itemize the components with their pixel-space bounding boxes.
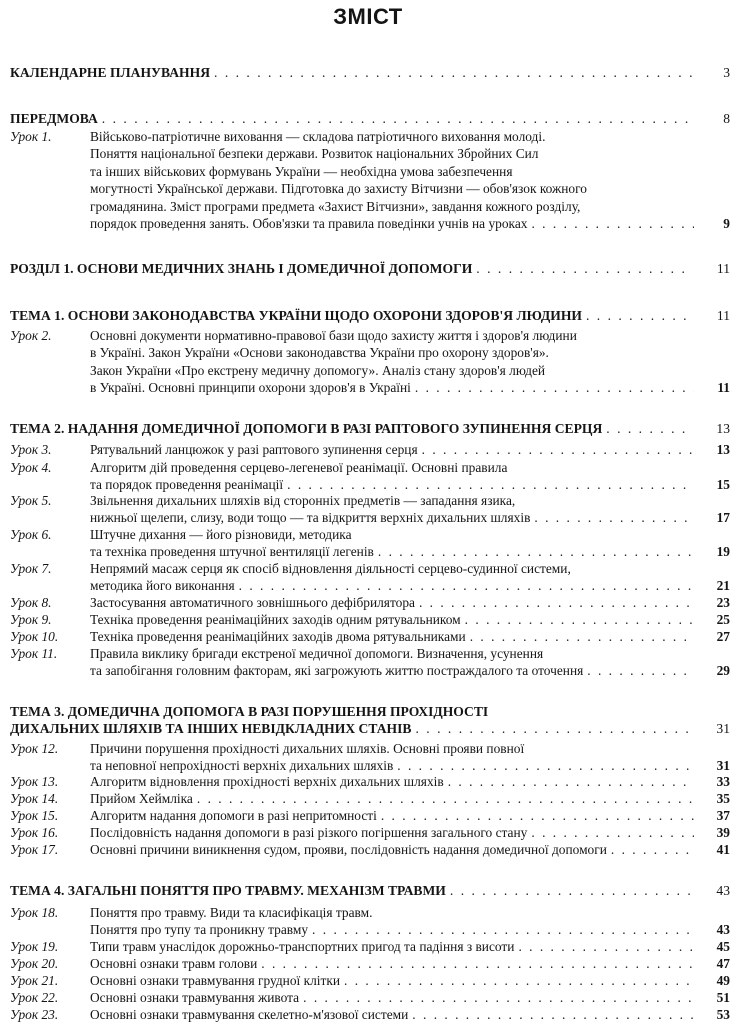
lesson-text: Алгоритм дій проведення серцево-легеневої реанімації. Основні правила bbox=[90, 460, 508, 475]
lesson-description bbox=[90, 955, 730, 972]
heading-text: ДИХАЛЬНИХ ШЛЯХІВ ТА ІНШИХ НЕВІДКЛАДНИХ СТАНІВ bbox=[10, 721, 412, 736]
lesson-text: порядок проведення занять. Обов'язки та правила поведінки учнів на уроках bbox=[90, 216, 528, 232]
lesson-description bbox=[90, 492, 730, 527]
lesson-label: Урок 19. bbox=[10, 939, 59, 954]
lesson-label: Урок 3. bbox=[10, 442, 52, 457]
leader-dots bbox=[470, 628, 694, 645]
lesson-text: Прийом Хеймліка bbox=[90, 791, 193, 806]
page-number: 15 bbox=[716, 477, 730, 493]
lesson-label: Урок 2. bbox=[10, 328, 52, 343]
page-number: 13 bbox=[716, 442, 730, 457]
page-number: 17 bbox=[716, 510, 730, 526]
leader-dots bbox=[587, 662, 694, 679]
heading-text: ТЕМА 1. ОСНОВИ ЗАКОНОДАВСТВА УКРАЇНИ ЩОДО ОХОРОНИ ЗДОРОВ'Я ЛЮДИНИ bbox=[10, 308, 582, 323]
lesson-label: Урок 16. bbox=[10, 825, 59, 840]
leader-dots bbox=[518, 938, 694, 955]
lesson-text: та техніка проведення штучної вентиляції легенів bbox=[90, 544, 374, 560]
page-number: 8 bbox=[723, 111, 730, 126]
lesson-line bbox=[90, 904, 698, 921]
toc-heading bbox=[10, 420, 730, 437]
lesson-text: в Україні. Закон України «Основи законодавства України про охорону здоров'я». bbox=[90, 345, 549, 361]
page-number: 39 bbox=[716, 825, 730, 840]
leader-dots bbox=[415, 379, 694, 396]
lesson-text: Алгоритм відновлення прохідності верхніх дихальних шляхів bbox=[90, 774, 444, 789]
lesson-text: Техніка проведення реанімаційних заходів одним рятувальником bbox=[90, 612, 461, 627]
page-number: 23 bbox=[716, 595, 730, 610]
page-number: 37 bbox=[716, 808, 730, 823]
lesson-line bbox=[90, 459, 698, 476]
lesson-text: могутності Української держави. Підготовка до захисту Вітчизни — обов'язок кожного bbox=[90, 181, 587, 197]
leader-dots bbox=[419, 594, 694, 611]
page-number: 19 bbox=[716, 544, 730, 560]
lesson-line bbox=[90, 740, 698, 757]
heading-text: ТЕМА 3. ДОМЕДИЧНА ДОПОМОГА В РАЗІ ПОРУШЕННЯ ПРОХІДНОСТІ bbox=[10, 704, 489, 719]
lesson-text: Основні ознаки травм голови bbox=[90, 956, 258, 971]
lesson-line bbox=[90, 180, 698, 197]
leader-dots bbox=[303, 989, 694, 1006]
lesson-line bbox=[90, 628, 698, 645]
lesson-description bbox=[90, 989, 730, 1006]
lesson-line bbox=[90, 611, 698, 628]
leader-dots bbox=[381, 807, 694, 824]
lesson-line bbox=[90, 807, 698, 824]
leader-dots bbox=[586, 307, 692, 324]
heading-text: КАЛЕНДАРНЕ ПЛАНУВАННЯ bbox=[10, 65, 211, 80]
leader-dots bbox=[422, 441, 694, 458]
lesson-text: Причини порушення прохідності дихальних шляхів. Основні прояви повної bbox=[90, 741, 525, 756]
leader-dots bbox=[102, 110, 692, 127]
heading-text: ТЕМА 4. ЗАГАЛЬНІ ПОНЯТТЯ ПРО ТРАВМУ. МЕХАНІЗМ ТРАВМИ bbox=[10, 883, 446, 898]
lesson-description bbox=[90, 740, 730, 775]
leader-dots bbox=[531, 215, 694, 232]
lesson-description bbox=[90, 790, 730, 807]
toc-heading-line bbox=[10, 720, 730, 737]
lesson-text: та неповної непрохідності верхніх дихальних шляхів bbox=[90, 758, 394, 774]
lesson-line bbox=[90, 327, 698, 344]
lesson-line bbox=[90, 560, 698, 577]
lesson-label: Урок 9. bbox=[10, 612, 52, 627]
page-title: ЗМІСТ bbox=[333, 4, 403, 29]
lesson-text: Застосування автоматичного зовнішнього дефібрилятора bbox=[90, 595, 415, 610]
toc-heading-line bbox=[10, 260, 730, 277]
lesson-description bbox=[90, 526, 730, 561]
lesson-line bbox=[90, 790, 698, 807]
lesson-description bbox=[90, 972, 730, 989]
leader-dots bbox=[312, 921, 694, 938]
lesson-text: Основні причини виникнення судом, прояви, послідовність надання домедичної допомоги bbox=[90, 842, 607, 857]
lesson-description bbox=[90, 594, 730, 611]
leader-dots bbox=[378, 543, 694, 560]
lesson-line bbox=[90, 577, 698, 594]
lesson-line bbox=[90, 594, 698, 611]
lesson-text: Непрямий масаж серця як спосіб відновлення діяльності серцево-судинної системи, bbox=[90, 561, 571, 576]
leader-dots bbox=[476, 260, 692, 277]
lesson-text: Основні документи нормативно-правової бази щодо захисту життя і здоров'я людини bbox=[90, 328, 577, 343]
lesson-label: Урок 23. bbox=[10, 1007, 59, 1022]
page-number: 31 bbox=[716, 758, 730, 774]
lesson-line bbox=[90, 645, 698, 662]
lesson-description bbox=[90, 904, 730, 939]
heading-text: ТЕМА 2. НАДАННЯ ДОМЕДИЧНОЇ ДОПОМОГИ В РАЗІ РАПТОВОГО ЗУПИНЕННЯ СЕРЦЯ bbox=[10, 421, 603, 436]
page-number: 53 bbox=[716, 1007, 730, 1022]
lesson-text: Військово-патріотичне виховання — складова патріотичного виховання молоді. bbox=[90, 129, 546, 144]
lesson-line bbox=[90, 972, 698, 989]
lesson-description bbox=[90, 441, 730, 458]
lesson-label: Урок 20. bbox=[10, 956, 59, 971]
lesson-text: Послідовність надання допомоги в разі різкого погіршення загального стану bbox=[90, 825, 528, 840]
lesson-text: Поняття про тупу та проникну травму bbox=[90, 922, 309, 938]
lesson-line bbox=[90, 989, 698, 1006]
lesson-text: Основні ознаки травмування грудної клітки bbox=[90, 973, 341, 988]
page-number: 11 bbox=[716, 308, 730, 323]
toc-heading bbox=[10, 882, 730, 899]
page-number: 51 bbox=[716, 990, 730, 1005]
page-number: 49 bbox=[716, 973, 730, 988]
lesson-text: та порядок проведення реанімації bbox=[90, 477, 284, 493]
page-number: 11 bbox=[717, 380, 730, 396]
leader-dots bbox=[534, 509, 694, 526]
page-number: 13 bbox=[716, 421, 730, 436]
lesson-text: методика його виконання bbox=[90, 578, 235, 594]
lesson-line bbox=[90, 955, 698, 972]
lesson-description bbox=[90, 841, 730, 858]
lesson-description bbox=[90, 807, 730, 824]
heading-text: РОЗДІЛ 1. ОСНОВИ МЕДИЧНИХ ЗНАНЬ І ДОМЕДИЧНОЇ ДОПОМОГИ bbox=[10, 261, 473, 276]
page-number: 9 bbox=[723, 216, 730, 231]
leader-dots bbox=[531, 824, 694, 841]
lesson-line bbox=[90, 662, 698, 679]
page-number: 29 bbox=[716, 663, 730, 679]
lesson-description bbox=[90, 560, 730, 595]
toc-heading bbox=[10, 307, 730, 324]
leader-dots bbox=[412, 1006, 694, 1023]
page-number: 21 bbox=[716, 578, 730, 594]
lesson-text: та запобігання головним факторам, які загрожують життю постраждалого та оточення bbox=[90, 663, 584, 679]
leader-dots bbox=[261, 955, 694, 972]
leader-dots bbox=[465, 611, 694, 628]
lesson-description bbox=[90, 1006, 730, 1023]
leader-dots bbox=[416, 720, 693, 737]
lesson-description bbox=[90, 611, 730, 628]
page-number: 11 bbox=[716, 261, 730, 276]
lesson-label: Урок 5. bbox=[10, 493, 52, 508]
lesson-label: Урок 10. bbox=[10, 629, 59, 644]
lesson-line bbox=[90, 441, 698, 458]
lesson-label: Урок 18. bbox=[10, 905, 59, 920]
lesson-text: в Україні. Основні принципи охорони здоров'я в Україні bbox=[90, 380, 411, 396]
lesson-line bbox=[90, 145, 698, 162]
toc-heading bbox=[10, 110, 730, 127]
page-number: 27 bbox=[716, 629, 730, 644]
lesson-line bbox=[90, 1006, 698, 1023]
lesson-line bbox=[90, 379, 698, 396]
lesson-line bbox=[90, 841, 698, 858]
lesson-description bbox=[90, 824, 730, 841]
lesson-text: Рятувальний ланцюжок у разі раптового зупинення серця bbox=[90, 442, 418, 457]
lesson-label: Урок 8. bbox=[10, 595, 52, 610]
lesson-line bbox=[90, 163, 698, 180]
leader-dots bbox=[611, 841, 694, 858]
lesson-line bbox=[90, 198, 698, 215]
page-number: 35 bbox=[716, 791, 730, 806]
page-number: 41 bbox=[716, 842, 730, 857]
lesson-line bbox=[90, 492, 698, 509]
page-number: 33 bbox=[716, 774, 730, 789]
lesson-line bbox=[90, 509, 698, 526]
page-number: 47 bbox=[716, 956, 730, 971]
page-number: 43 bbox=[716, 922, 730, 938]
lesson-text: Основні ознаки травмування скелетно-м'язової системи bbox=[90, 1007, 409, 1022]
lesson-line bbox=[90, 773, 698, 790]
lesson-description bbox=[90, 773, 730, 790]
lesson-label: Урок 13. bbox=[10, 774, 59, 789]
lesson-line bbox=[90, 824, 698, 841]
lesson-description bbox=[90, 938, 730, 955]
leader-dots bbox=[214, 64, 692, 81]
lesson-line bbox=[90, 921, 698, 938]
lesson-label: Урок 17. bbox=[10, 842, 59, 857]
lesson-line bbox=[90, 362, 698, 379]
lesson-label: Урок 11. bbox=[10, 646, 58, 661]
lesson-description bbox=[90, 645, 730, 680]
lesson-line bbox=[90, 938, 698, 955]
lesson-text: Типи травм унаслідок дорожньо-транспортних пригод та падіння з висоти bbox=[90, 939, 515, 954]
lesson-label: Урок 4. bbox=[10, 460, 52, 475]
leader-dots bbox=[344, 972, 694, 989]
toc-heading-line bbox=[10, 703, 730, 720]
page-number: 31 bbox=[716, 721, 730, 736]
toc-heading-line bbox=[10, 110, 730, 127]
lesson-text: нижньої щелепи, слизу, води тощо — та відкриття верхніх дихальних шляхів bbox=[90, 510, 531, 526]
leader-dots bbox=[239, 577, 694, 594]
lesson-text: Штучне дихання — його різновиди, методика bbox=[90, 527, 352, 542]
lesson-line bbox=[90, 526, 698, 543]
page-number: 3 bbox=[723, 65, 730, 80]
lesson-label: Урок 14. bbox=[10, 791, 59, 806]
lesson-label: Урок 7. bbox=[10, 561, 52, 576]
lesson-text: Поняття про травму. Види та класифікація травм. bbox=[90, 905, 373, 920]
heading-text: ПЕРЕДМОВА bbox=[10, 111, 98, 126]
lesson-description bbox=[90, 628, 730, 645]
leader-dots bbox=[606, 420, 692, 437]
toc-heading-line bbox=[10, 882, 730, 899]
toc-heading-line bbox=[10, 64, 730, 81]
lesson-line bbox=[90, 215, 698, 232]
lesson-label: Урок 21. bbox=[10, 973, 59, 988]
leader-dots bbox=[450, 882, 692, 899]
lesson-description bbox=[90, 459, 730, 494]
lesson-text: Звільнення дихальних шляхів від сторонніх предметів — западання язика, bbox=[90, 493, 516, 508]
lesson-text: Основні ознаки травмування живота bbox=[90, 990, 300, 1005]
lesson-label: Урок 15. bbox=[10, 808, 59, 823]
lesson-label: Урок 6. bbox=[10, 527, 52, 542]
toc-heading bbox=[10, 64, 730, 81]
lesson-description bbox=[90, 128, 730, 232]
lesson-description bbox=[90, 327, 730, 397]
lesson-line bbox=[90, 543, 698, 560]
toc-heading bbox=[10, 703, 730, 737]
toc-heading bbox=[10, 260, 730, 277]
lesson-text: громадянина. Зміст програми предмета «Захист Вітчизни», завдання кожного розділу, bbox=[90, 198, 581, 214]
lesson-text: Закон України «Про екстрену медичну допомогу». Аналіз стану здоров'я людей bbox=[90, 362, 546, 378]
lesson-text: Алгоритм надання допомоги в разі непритомності bbox=[90, 808, 377, 823]
lesson-text: та інших військових формувань України — необхідна умова забезпечення bbox=[90, 163, 513, 179]
lesson-label: Урок 12. bbox=[10, 741, 59, 756]
lesson-line bbox=[90, 344, 698, 361]
lesson-text: Правила виклику бригади екстреної медичної допомоги. Визначення, усунення bbox=[90, 646, 544, 661]
page-number: 43 bbox=[716, 883, 730, 898]
lesson-line bbox=[90, 128, 698, 145]
lesson-label: Урок 1. bbox=[10, 129, 52, 144]
lesson-label: Урок 22. bbox=[10, 990, 59, 1005]
page-number: 45 bbox=[716, 939, 730, 954]
leader-dots bbox=[448, 773, 694, 790]
toc-heading-line bbox=[10, 420, 730, 437]
leader-dots bbox=[197, 790, 694, 807]
lesson-text: Поняття національної безпеки держави. Розвиток національних Збройних Сил bbox=[90, 146, 539, 162]
lesson-text: Техніка проведення реанімаційних заходів двома рятувальниками bbox=[90, 629, 466, 644]
page-number: 25 bbox=[716, 612, 730, 627]
toc-heading-line bbox=[10, 307, 730, 324]
